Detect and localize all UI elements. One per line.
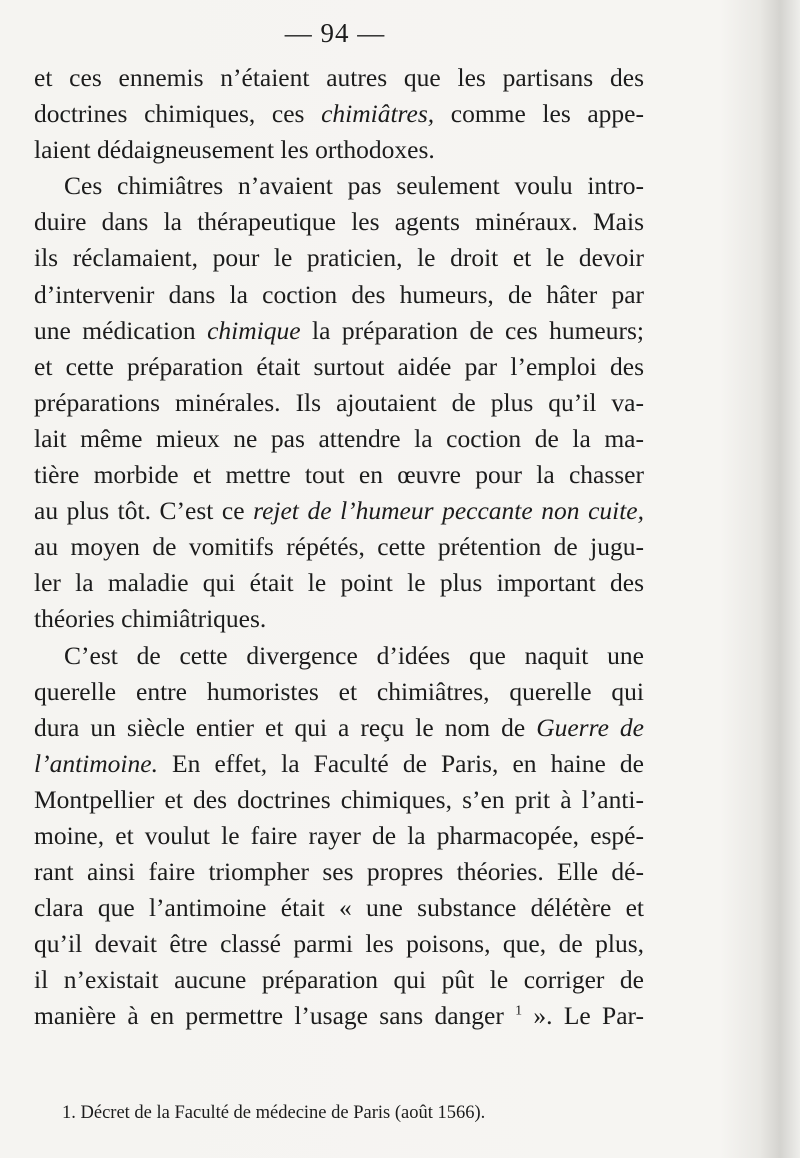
text-line: et cette préparation était surtout aidée par l’emploi des bbox=[34, 351, 644, 381]
text-line: C’est de cette divergence d’idées que naquit une bbox=[64, 640, 644, 670]
text-line: querelle entre humoristes et chimiâtres, querelle qui bbox=[34, 676, 644, 706]
text-line: au plus tôt. C’est ce rejet de l’humeur peccante non cuite, bbox=[34, 496, 644, 526]
text-line: préparations minérales. Ils ajoutaient de plus qu’il va- bbox=[34, 387, 644, 417]
text-line: au moyen de vomitifs répétés, cette prétention de jugu- bbox=[34, 532, 644, 562]
text-line: ils réclamaient, pour le praticien, le droit et le devoir bbox=[34, 243, 644, 273]
text-line: il n’existait aucune préparation qui pût le corriger de bbox=[34, 965, 644, 995]
text-line: qu’il devait être classé parmi les poisons, que, de plus, bbox=[34, 929, 644, 959]
text-line: lait même mieux ne pas attendre la coction de la ma- bbox=[34, 423, 644, 453]
text-line: rant ainsi faire triompher ses propres théories. Elle dé- bbox=[34, 857, 644, 887]
footnote: 1. Décret de la Faculté de médecine de Paris (août 1566). bbox=[62, 1103, 486, 1123]
text-line: une médication chimique la préparation de ces humeurs; bbox=[34, 315, 644, 345]
text-line: manière à en permettre l’usage sans danger $^1$ ». Le Par- bbox=[34, 1001, 644, 1031]
text-line: laient dédaigneusement les orthodoxes. bbox=[34, 135, 435, 165]
text-line: clara que l’antimoine était « une substance délétère et bbox=[34, 893, 644, 923]
text-line: duire dans la thérapeutique les agents minéraux. Mais bbox=[34, 207, 644, 237]
text-line: l’antimoine. En effet, la Faculté de Paris, en haine de bbox=[34, 748, 644, 778]
body-text bbox=[34, 60, 644, 1035]
footnote-ref: 1 bbox=[515, 1003, 523, 1019]
italic-term: Guerre de bbox=[536, 712, 644, 742]
text-line: doctrines chimiques, ces chimiâtres, comme les appe- bbox=[34, 99, 644, 129]
page-number: — 94 — bbox=[284, 18, 386, 48]
text-line: et ces ennemis n’étaient autres que les partisans des bbox=[34, 63, 644, 92]
text-line: Montpellier et des doctrines chimiques, s’en prit à l’anti- bbox=[34, 784, 644, 814]
text-line: théories chimiâtriques. bbox=[34, 604, 267, 634]
text-line: moine, et voulut le faire rayer de la pharmacopée, espé- bbox=[34, 820, 644, 850]
text-line: dura un siècle entier et qui a reçu le nom de Guerre de bbox=[34, 712, 644, 742]
italic-term: chimiâtres, bbox=[321, 99, 435, 129]
italic-term: chimique bbox=[207, 315, 301, 345]
text-line: d’intervenir dans la coction des humeurs, de hâter par bbox=[34, 279, 644, 309]
italic-term: l’antimoine. bbox=[34, 748, 158, 778]
text-line: tière morbide et mettre tout en œuvre pour la chasser bbox=[34, 460, 644, 490]
text-line: Ces chimiâtres n’avaient pas seulement voulu intro- bbox=[64, 171, 644, 201]
text-line: ler la maladie qui était le point le plus important des bbox=[34, 568, 644, 598]
italic-term: rejet de l’humeur peccante non cuite, bbox=[253, 496, 644, 526]
